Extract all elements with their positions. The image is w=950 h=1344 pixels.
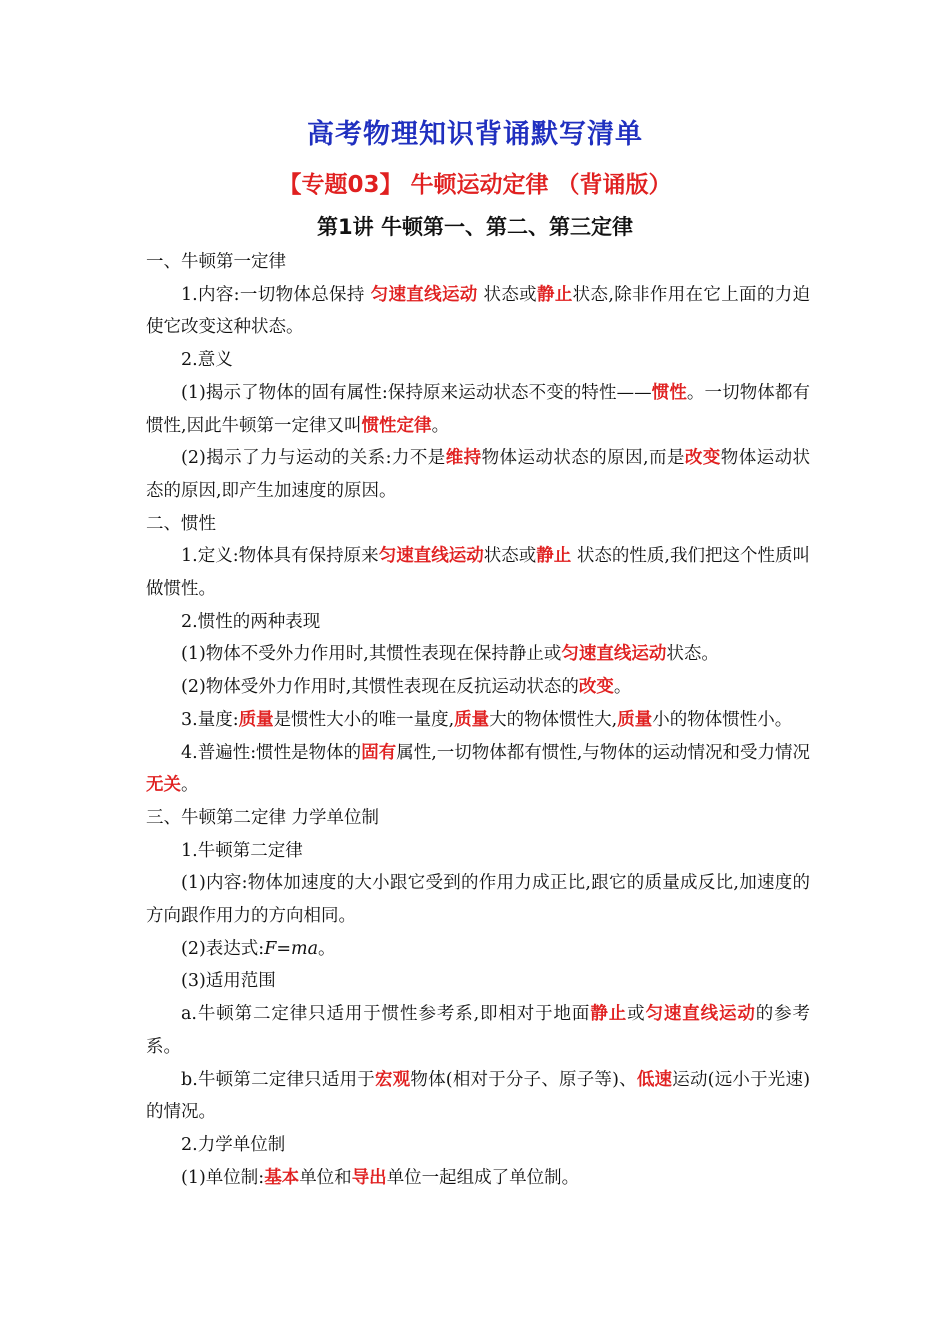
section-heading: 一、牛顿第一定律 (146, 252, 286, 272)
highlight: 匀速直线运动 (645, 1004, 756, 1025)
section-heading: 二、惯性 (146, 513, 216, 534)
paragraph: 1.牛顿第二定律 (181, 840, 303, 861)
paragraph: 4.普遍性:惯性是物体的固有属性,一切物体都有惯性,与物体的运动情况和受力情况无关。 (146, 742, 810, 796)
paragraph: 1.定义:物体具有保持原来匀速直线运动状态或静止 状态的性质,我们把这个性质叫做惯性。 (146, 546, 810, 600)
paragraph: 2.意义 (181, 350, 233, 371)
paragraph: (1)内容:物体加速度的大小跟它受到的作用力成正比,跟它的质量成反比,加速度的方向跟作用力的方向相同。 (146, 873, 810, 927)
document-title: 高考物理知识背诵默写清单 (307, 119, 643, 150)
highlight: 固有 (361, 742, 397, 763)
paragraph: 2.力学单位制 (181, 1134, 286, 1155)
highlight: 维持 (445, 448, 482, 469)
highlight: 改变 (578, 677, 614, 698)
document-subtitle: 【专题03】 牛顿运动定律 （背诵版） (278, 172, 672, 198)
highlight: 匀速直线运动 (370, 284, 478, 305)
highlight: 静止 (537, 284, 573, 305)
highlight: 低速 (636, 1069, 673, 1090)
highlight: 质量 (454, 709, 490, 730)
paragraph: (2)物体受外力作用时,其惯性表现在反抗运动状态的改变。 (181, 677, 632, 698)
paragraph: 1.内容:一切物体总保持 匀速直线运动 状态或静止状态,除非作用在它上面的力迫使它改变这种状态。 (146, 284, 810, 338)
paragraph: (1)单位制:基本单位和导出单位一起组成了单位制。 (181, 1167, 580, 1188)
highlight: 质量 (238, 709, 274, 730)
highlight: 静止 (536, 546, 572, 567)
highlight: 导出 (351, 1167, 387, 1188)
highlight: 改变 (684, 448, 721, 469)
highlight: 宏观 (374, 1069, 411, 1090)
formula-var-f: F (264, 938, 277, 959)
paragraph: (2)揭示了力与运动的关系:力不是维持物体运动状态的原因,而是改变物体运动状态的原因,即产生加速度的原因。 (146, 448, 810, 501)
lecture-heading: 第1讲 牛顿第一、第二、第三定律 (317, 215, 633, 239)
highlight: 无关 (146, 775, 181, 796)
highlight: 匀速直线运动 (561, 644, 667, 665)
document-body (146, 246, 810, 1194)
highlight: 质量 (617, 709, 653, 730)
highlight: 基本 (264, 1167, 300, 1188)
paragraph: (1)物体不受外力作用时,其惯性表现在保持静止或匀速直线运动状态。 (181, 644, 719, 665)
paragraph: (1)揭示了物体的固有属性:保持原来运动状态不变的特性——惯性。一切物体都有惯性,因此牛顿第一定律又叫惯性定律。 (146, 382, 810, 436)
highlight: 惯性 (651, 382, 687, 403)
formula-var-ma: ma (291, 938, 319, 959)
paragraph: (3)适用范围 (181, 971, 276, 992)
section-heading: 三、牛顿第二定律 力学单位制 (146, 807, 380, 828)
paragraph: 3.量度:质量是惯性大小的唯一量度,质量大的物体惯性大,质量小的物体惯性小。 (181, 709, 793, 730)
paragraph: b.牛顿第二定律只适用于宏观物体(相对于分子、原子等)、低速运动(远小于光速)的情况。 (146, 1069, 810, 1123)
paragraph: a.牛顿第二定律只适用于惯性参考系,即相对于地面静止或匀速直线运动的参考系。 (146, 1004, 810, 1057)
paragraph: 2.惯性的两种表现 (181, 611, 321, 632)
highlight: 静止 (590, 1004, 628, 1025)
highlight: 惯性定律 (361, 415, 432, 436)
formula-line: (2)表达式:F=ma。 (181, 938, 336, 959)
highlight: 匀速直线运动 (378, 546, 484, 567)
